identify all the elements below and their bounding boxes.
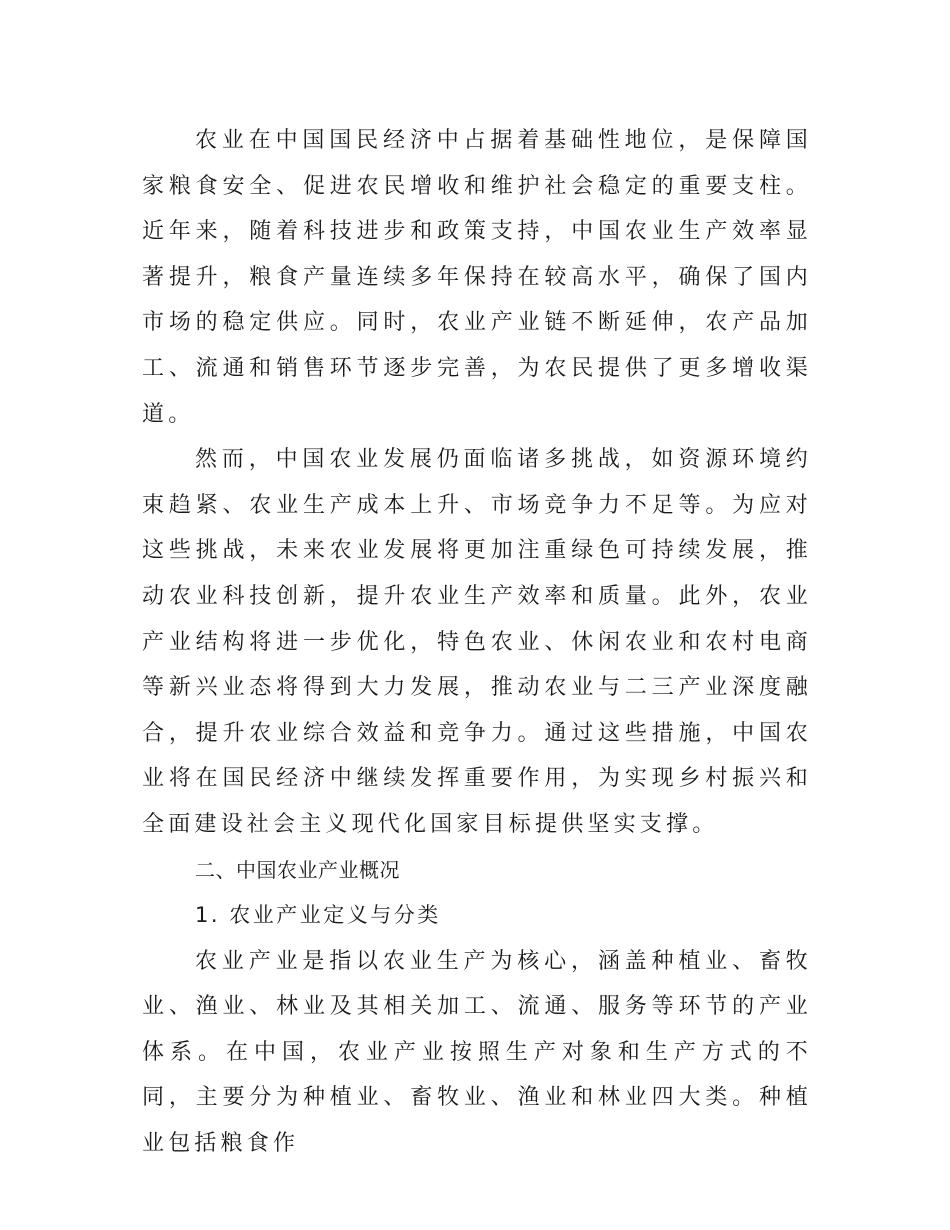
document-page <box>142 118 812 1167</box>
paragraph-agriculture-foundation: 农业在中国国民经济中占据着基础性地位，是保障国家粮食安全、促进农民增收和维护社会稳定的重要支柱。近年来，随着科技进步和政策支持，中国农业生产效率显著提升，粮食产量连续多年保持在较高水平，确保了国内市场的稳定供应。同时，农业产业链不断延伸，农产品加工、流通和销售环节逐步完善，为农民提供了更多增收渠道。 <box>142 128 812 427</box>
paragraph-industry-definition: 农业产业是指以农业生产为核心，涵盖种植业、畜牧业、渔业、林业及其相关加工、流通、服务等环节的产业体系。在中国，农业产业按照生产对象和生产方式的不同，主要分为种植业、畜牧业、渔业和林业四大类。种植业包括粮食作 <box>142 948 812 1157</box>
paragraph-agriculture-challenges: 然而，中国农业发展仍面临诸多挑战，如资源环境约束趋紧、农业生产成本上升、市场竞争力不足等。为应对这些挑战，未来农业发展将更加注重绿色可持续发展，推动农业科技创新，提升农业生产效率和质量。此外，农业产业结构将进一步优化，特色农业、休闲农业和农村电商等新兴业态将得到大力发展，推动农业与二三产业深度融合，提升农业综合效益和竞争力。通过这些措施，中国农业将在国民经济中继续发挥重要作用，为实现乡村振兴和全面建设社会主义现代化国家目标提供坚实支撑。 <box>142 447 812 837</box>
section-heading: 二、中国农业产业概况 <box>195 857 400 882</box>
subsection-heading: 1. 农业产业定义与分类 <box>195 903 441 928</box>
